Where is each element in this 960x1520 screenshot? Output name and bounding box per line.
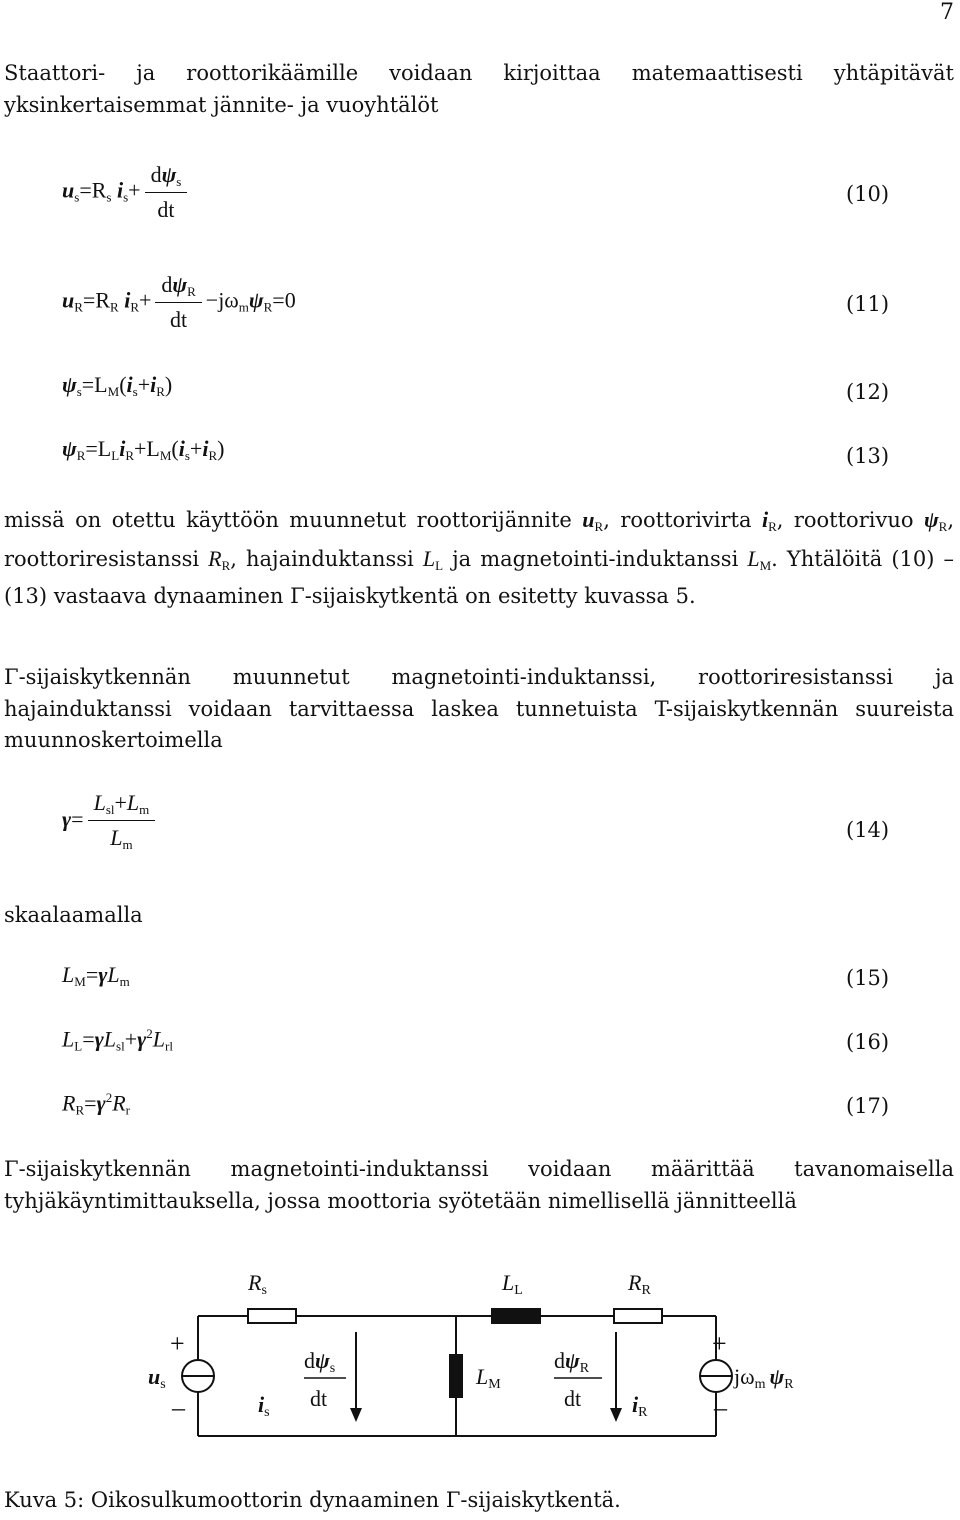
equation-number: (14) <box>846 818 890 842</box>
label-is: is <box>258 1392 270 1420</box>
label-us: us <box>148 1364 166 1392</box>
gamma-equivalent-circuit <box>120 1256 840 1476</box>
current-arrow-icon <box>350 1408 362 1422</box>
inductor-ll-symbol <box>492 1309 540 1323</box>
figure-caption: Kuva 5: Oikosulkumoottorin dynaaminen Γ-sijaiskytkentä. <box>4 1488 621 1512</box>
label-jw-psir: jωm ψR <box>734 1364 794 1392</box>
label-plus-left: + <box>170 1329 185 1358</box>
gamma-paragraph: Γ-sijaiskytkennän muunnetut magnetointi-induktanssi, roottoriresistanssi ja hajainduktanssi voidaan tarvittaessa laskea tunnetuista T-sijaiskytkennän suureista muunnoskertoimella <box>4 665 954 752</box>
label-plus-right: + <box>712 1329 727 1358</box>
resistor-rr-symbol <box>614 1309 662 1323</box>
document-page: 7 Staattori- ja roottorikäämille voidaan kirjoittaa matemaattisesti yhtäpitävät yksinkertaisemmat jännite- ja vuoyhtälöt $u_s=R_s$ $i_s+$ $\frac{d\psi_s}{dt}$ (10) $u_R=R_R$ $i_R+$ $\frac{d\psi_R}{dt}$ $-j\omega_m\psi_R=0$ (11) $\psi_s=L_M(i_s+i_R)$ (12) $\psi_R=L_Li_R+L_M(i_s+i_R)$ (13) missä on otettu käyttöön muunnetut roottorijännite $u_R$, roottorivirta $i_R$, roottorivuo $\psi_R$, roottoriresistanssi $R_R$, hajainduktanssi $L_L$ ja magnetointi-induktanssi $L_M$. Yhtälöitä (10) – (13) vastaava dynaaminen Γ-sijaiskytkentä on esitetty kuvassa 5. Γ-sijaiskytkennän muunnetut magnetointi-induktanssi, roottoriresistanssi ja hajainduktanssi voidaan tarvittaessa laskea tunnetuista T-sijaiskytkennän suureista muunnoskertoimella γ= $\frac{L_{sl}+L_m}{L_m}$ (14) skaalaamalla $L_M=\gamma L_m$ (15) $L_L=\gamma L_{sl}+\gamma^2L_{rl}$ (16) $R_R=\gamma^2R_r$ (17) Γ-sijaiskytkennän magnetointi-induktanssi voidaan määrittää tavanomaisella tyhjäkäyntimittauksella, jossa moottoria syötetään nimellisellä jännitteellä Rs LL RR + – + – us is dψs dt LM dψR dt iR jωm ψR Kuva 5: Oikosulkumoottorin dynaaminen Γ-sijaiskytkentä. <box>4 0 954 1512</box>
label-rs: Rs <box>248 1270 267 1298</box>
label-ir: iR <box>632 1392 648 1420</box>
equation-number: (16) <box>846 1030 890 1054</box>
equation-number: (10) <box>846 182 890 206</box>
label-dpsir-numerator: dψR <box>554 1348 590 1376</box>
intro-paragraph: Staattori- ja roottorikäämille voidaan kirjoittaa matemaattisesti yhtäpitävät yksinkertaisemmat jännite- ja vuoyhtälöt <box>4 61 954 117</box>
label-dpsis-numerator: dψs <box>304 1348 336 1376</box>
label-dt-left: dt <box>310 1386 328 1411</box>
current-arrow-icon <box>610 1408 622 1422</box>
inductor-lm-symbol <box>449 1354 463 1398</box>
equation-number: (12) <box>846 380 890 404</box>
scaling-word: skaalaamalla <box>4 903 143 927</box>
label-lm: LM <box>476 1364 501 1392</box>
equation-number: (11) <box>846 292 890 316</box>
label-minus-right: – <box>714 1393 727 1422</box>
label-ll: LL <box>502 1270 523 1298</box>
equation-number: (15) <box>846 966 890 990</box>
label-minus-left: – <box>172 1393 185 1422</box>
page-number: 7 <box>940 0 954 25</box>
label-rr: RR <box>628 1270 651 1298</box>
measure-paragraph: Γ-sijaiskytkennän magnetointi-induktanssi voidaan määrittää tavanomaisella tyhjäkäyntimittauksella, jossa moottoria syötetään nimellisellä jännitteellä <box>4 1157 954 1213</box>
label-dt-right: dt <box>564 1386 582 1411</box>
equation-number: (13) <box>846 444 890 468</box>
resistor-rs-symbol <box>248 1309 296 1323</box>
symbols-paragraph: missä on otettu käyttöön muunnetut roottorijännite $u_R$, roottorivirta $i_R$, roottorivuo $\psi_R$, roottoriresistanssi $R_R$, hajainduktanssi $L_L$ ja magnetointi-induktanssi $L_M$. Yhtälöitä (10) – (13) vastaava dynaaminen Γ-sijaiskytkentä on esitetty kuvassa 5. <box>4 507 954 608</box>
equation-number: (17) <box>846 1094 890 1118</box>
